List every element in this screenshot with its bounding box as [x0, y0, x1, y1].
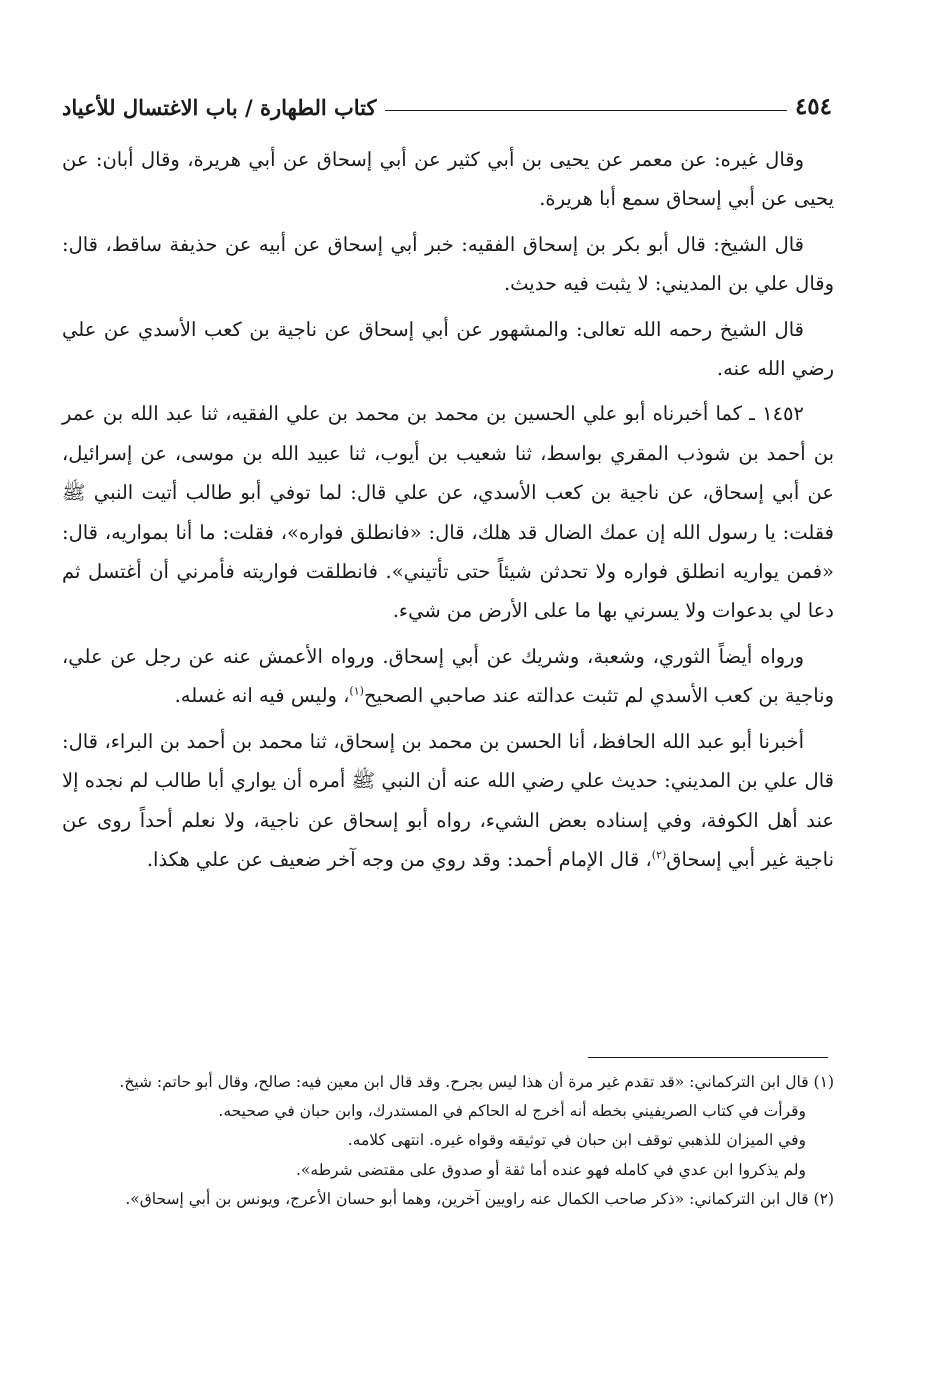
main-text [62, 140, 834, 885]
paragraph-6-text-a: أخبرنا أبو عبد الله الحافظ، أنا الحسن بن محمد بن إسحاق، ثنا محمد بن أحمد بن البراء، قال: قال علي بن المديني: حديث علي رضي الله عنه أن النبي ﷺ أمره أن يواري أبا طالب لم نجده إلا عند أهل الكوفة، وفي إسناده بعض الشيء، رواه أبو إسحاق عن ناجية، ولا نعلم أحداً روى عن ناجية غير أبي إسحاق [62, 729, 834, 871]
paragraph-2: قال الشيخ: قال أبو بكر بن إسحاق الفقيه: خبر أبي إسحاق عن أبيه عن حذيفة ساقط، قال: وقال علي بن المديني: لا يثبت فيه حديث. [62, 232, 834, 296]
paragraph-1: وقال غيره: عن معمر عن يحيى بن أبي كثير عن أبي إسحاق عن أبي هريرة، وقال أبان: عن يحيى عن أبي إسحاق سمع أبا هريرة. [62, 148, 834, 211]
paragraph-6-text-b: ، قال الإمام أحمد: وقد روي من وجه آخر ضعيف عن علي هكذا. [146, 847, 652, 871]
footnote-1-line-2: وقرأت في كتاب الصريفيني بخطه أنه أخرج له الحاكم في المستدرك، وابن حبان في صحيحه. [218, 1102, 806, 1121]
paragraph-5 [62, 637, 834, 716]
header-rule [385, 110, 787, 111]
running-title: كتاب الطهارة / باب الاغتسال للأعياد [62, 95, 377, 120]
paragraph-5-text-a: ورواه أيضاً الثوري، وشعبة، وشريك عن أبي إسحاق. ورواه الأعمش عنه عن رجل عن علي، وناجية بن كعب الأسدي لم تثبت عدالته عند صاحبي الصحيح [62, 644, 834, 708]
paragraph-5-text-b: ، وليس فيه انه غسله. [174, 684, 350, 708]
footnote-ref-1: (١) [349, 684, 364, 698]
paragraph-6 [62, 722, 834, 880]
footnote-1-line-4: ولم يذكروا ابن عدي في كامله فهو عنده أما ثقة أو صدوق على مقتضى شرطه». [295, 1160, 806, 1179]
footnotes [70, 1068, 834, 1214]
footnote-divider [588, 1057, 828, 1058]
footnote-1-line-1: (١) قال ابن التركماني: «قد تقدم غير مرة أن هذا ليس بجرح. وقد قال ابن معين فيه: صالح، وقال أبو حاتم: شيخ. [119, 1073, 834, 1091]
paragraph-4: ١٤٥٢ ـ كما أخبرناه أبو علي الحسين بن محمد بن محمد بن علي الفقيه، ثنا عبد الله بن عمر بن أحمد بن شوذب المقري بواسط، ثنا شعيب بن أيوب، ثنا عبيد الله بن موسى، عن إسرائيل، عن أبي إسحاق، عن ناجية بن كعب الأسدي، عن علي قال: لما توفي أبو طالب أتيت النبي ﷺ فقلت: يا رسول الله إن عمك الضال قد هلك، قال: «فانطلق فواره»، فقلت: ما أنا بمواريه، قال: «فمن يواريه انطلق فواره ولا تحدثن شيئاً حتى تأتيني». فانطلقت فواريته فأمرني أن أغتسل ثم دعا لي بدعوات ولا يسرني بها ما على الأرض من شيء. [62, 402, 834, 623]
footnote-ref-2: (٢) [651, 848, 667, 862]
footnote-1-line-3: وفي الميزان للذهبي توقف ابن حبان في توثيقه وقواه غيره. انتهى كلامه. [347, 1131, 806, 1150]
paragraph-3: قال الشيخ رحمه الله تعالى: والمشهور عن أبي إسحاق عن ناجية بن كعب الأسدي عن علي رضي الله عنه. [62, 317, 834, 381]
footnote-2: (٢) قال ابن التركماني: «ذكر صاحب الكمال عنه راويين آخرين، وهما أبو حسان الأعرج، ويونس بن أبي إسحاق». [125, 1189, 834, 1208]
page-header [62, 86, 832, 120]
page-number: ٤٥٤ [794, 93, 832, 120]
